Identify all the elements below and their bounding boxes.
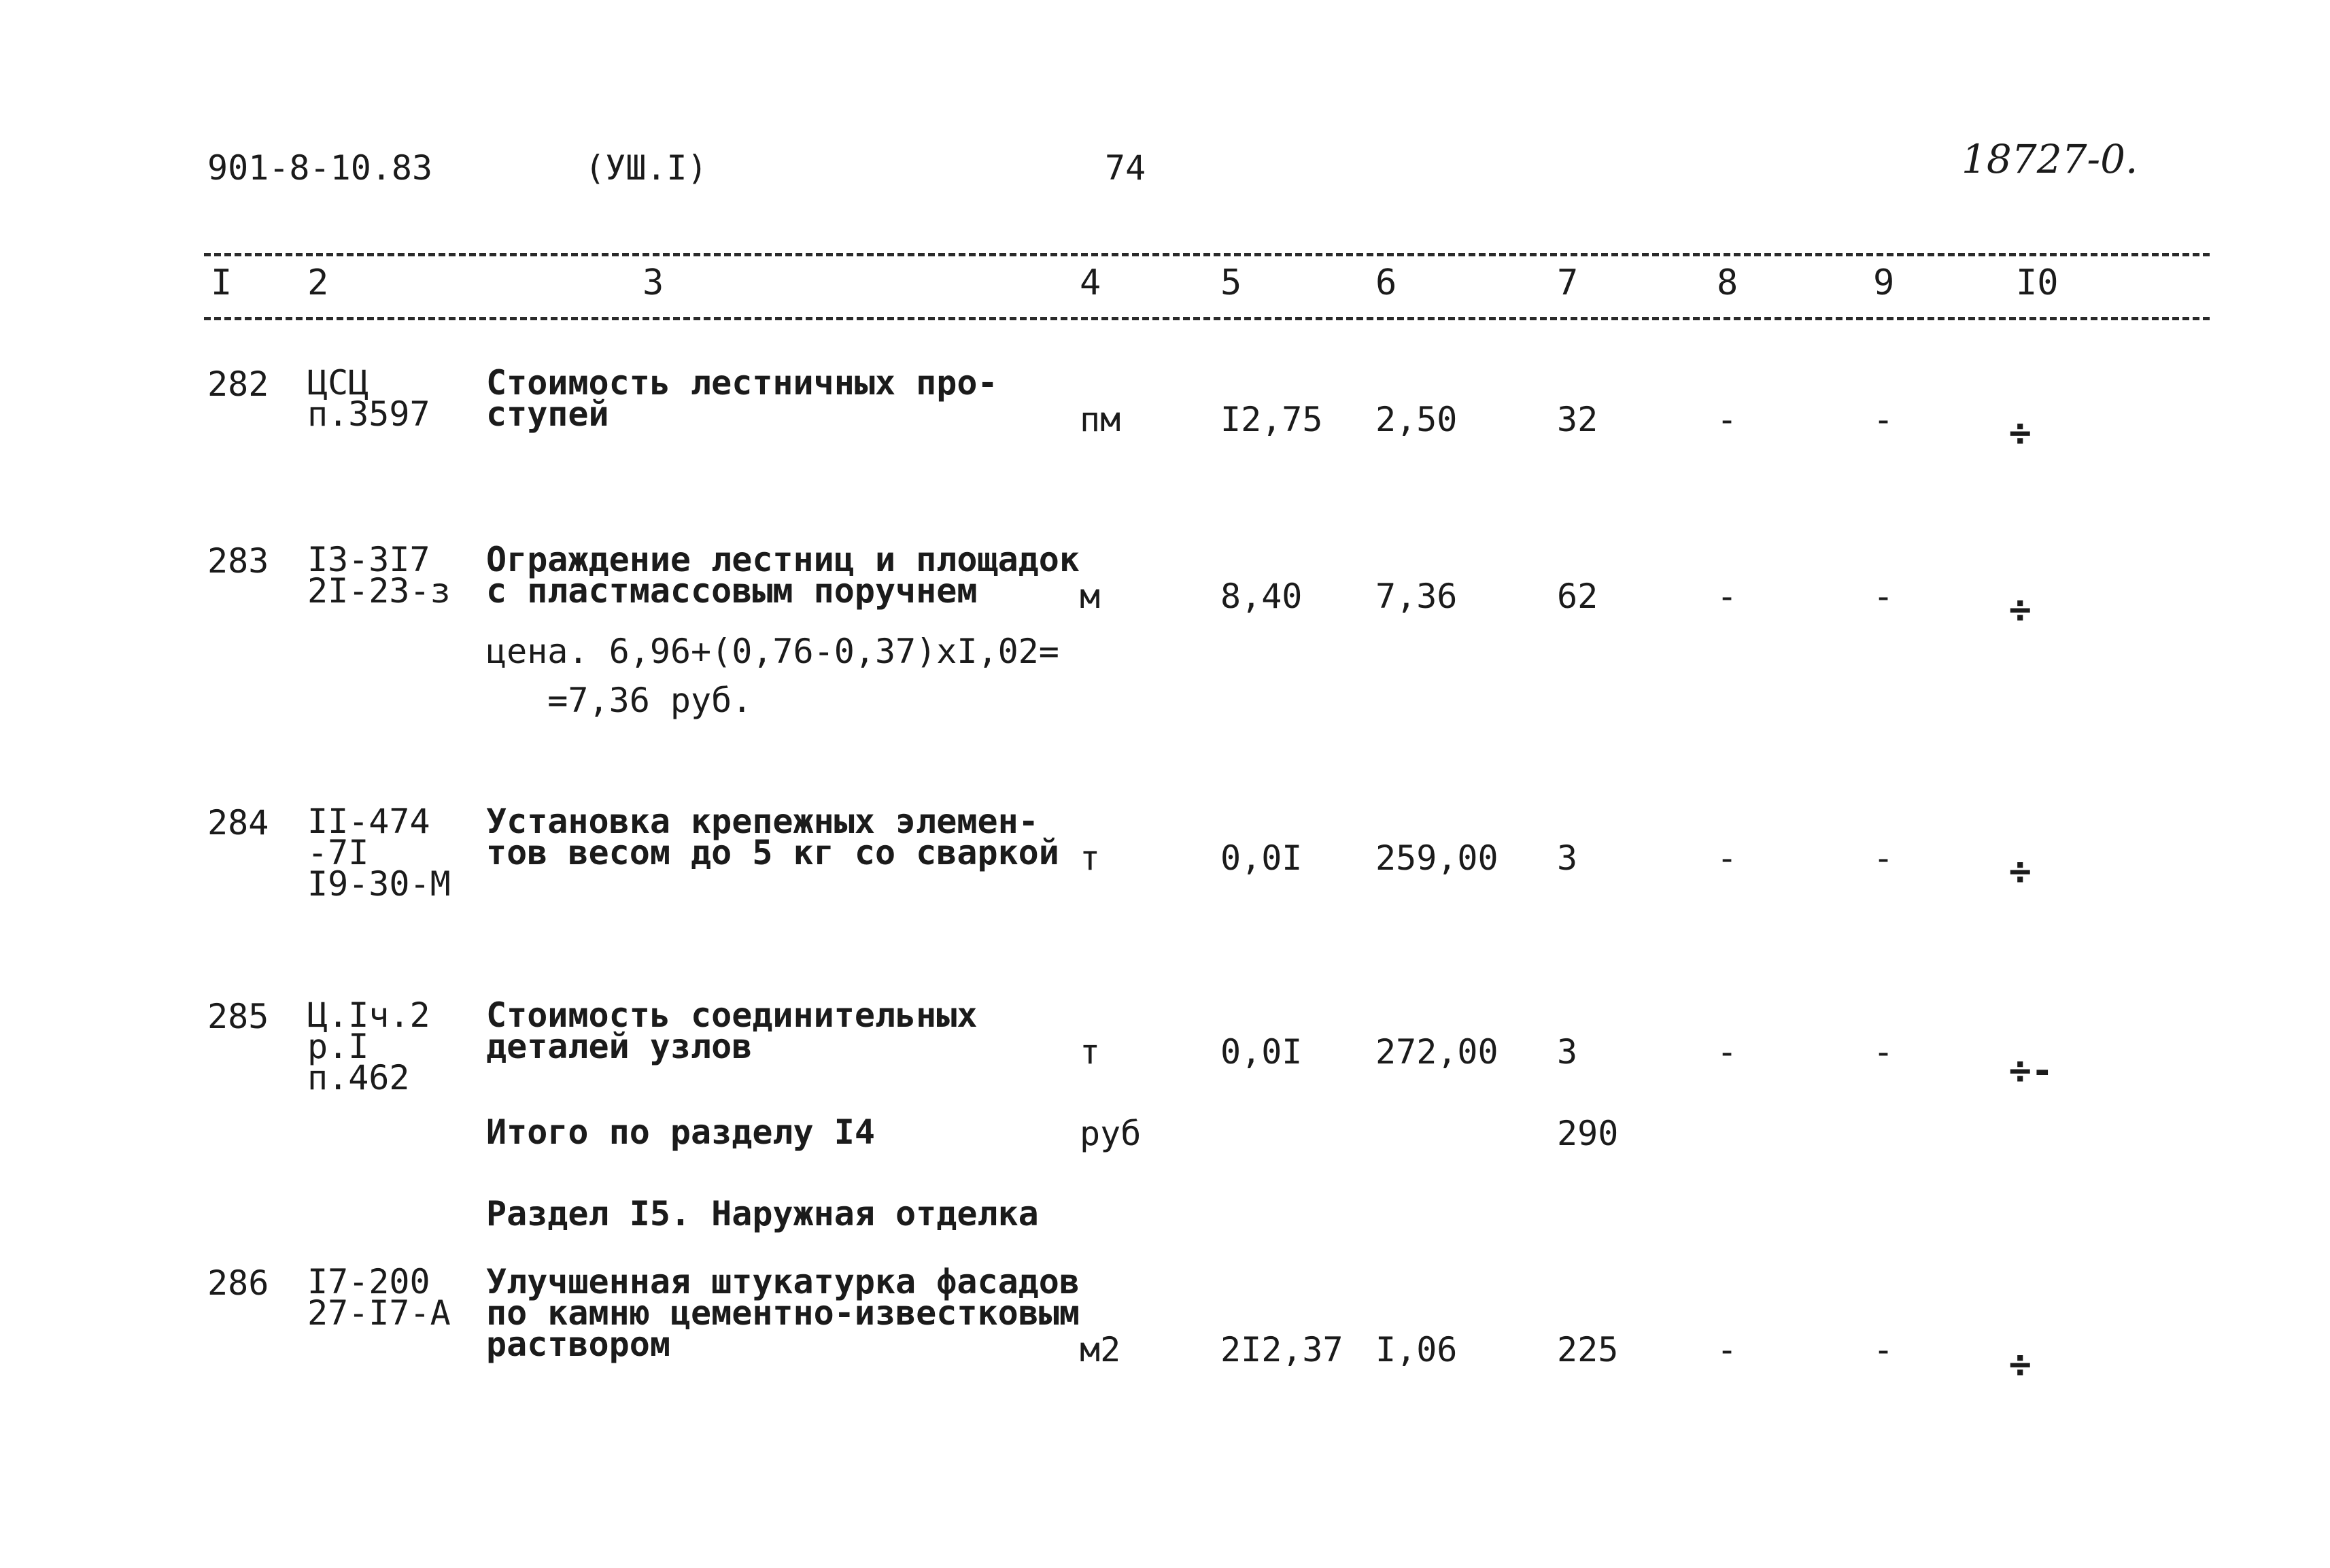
quantity: 8,40 [1220,577,1303,616]
item-description: Установка крепежных элемен- тов весом до 5 кг со сваркой [486,802,1059,872]
total-cost: 32 [1557,400,1598,439]
unit: пм [1080,400,1121,439]
column-header-10: I0 [2016,262,2059,303]
archive-number: 18727-0. [1961,136,2138,182]
unit-price: 272,00 [1375,1032,1498,1072]
column-header-3: 3 [643,262,664,303]
column-8-value: - [1717,400,1738,439]
header-top-rule [204,253,2210,256]
column-8-value: - [1717,1032,1738,1072]
column-10-mark: ÷- [2009,1049,2054,1092]
column-header-6: 6 [1375,262,1397,303]
row-number: 284 [207,803,269,842]
unit-price: 7,36 [1375,577,1458,616]
column-header-5: 5 [1220,262,1242,303]
column-10-mark: ÷ [2009,850,2032,893]
norm-code: I3-3I7 2I-23-з [307,540,451,611]
section-code: (УШ.I) [585,148,708,188]
item-description: Ограждение лестниц и площадок с пластмассовым поручнем [486,540,1080,611]
total-cost: 3 [1557,1032,1578,1072]
column-9-value: - [1873,838,1894,878]
column-9-value: - [1873,577,1894,616]
column-9-value: - [1873,1032,1894,1072]
column-header-2: 2 [307,262,329,303]
subtotal-unit: руб [1080,1114,1142,1153]
column-header-7: 7 [1557,262,1579,303]
row-number: 286 [207,1263,269,1303]
quantity: 0,0I [1220,1032,1303,1072]
unit-price: I,06 [1375,1330,1458,1369]
column-10-mark: ÷ [2009,1343,2032,1386]
unit: м2 [1080,1330,1121,1369]
column-10-mark: ÷ [2009,588,2032,631]
quantity: 0,0I [1220,838,1303,878]
column-header-1: I [211,262,233,303]
row-number: 283 [207,541,269,581]
price-calculation-note: цена. 6,96+(0,76-0,37)хI,02= =7,36 руб. [486,632,1059,720]
row-number: 285 [207,997,269,1036]
norm-code: ЦСЦ п.3597 [307,363,430,434]
subtotal-label: Итого по разделу I4 [486,1112,875,1152]
norm-code: Ц.Iч.2 р.I п.462 [307,995,430,1097]
item-description: Стоимость лестничных про- ступей [486,363,998,434]
item-description: Стоимость соединительных деталей узлов [486,995,978,1066]
column-8-value: - [1717,838,1738,878]
column-header-4: 4 [1080,262,1101,303]
column-9-value: - [1873,1330,1894,1369]
unit: т [1080,1032,1101,1072]
unit-price: 2,50 [1375,400,1458,439]
column-9-value: - [1873,400,1894,439]
total-cost: 225 [1557,1330,1619,1369]
unit-price: 259,00 [1375,838,1498,878]
total-cost: 62 [1557,577,1598,616]
quantity: I2,75 [1220,400,1323,439]
column-header-9: 9 [1873,262,1895,303]
norm-code: II-474 -7I I9-30-М [307,802,451,904]
total-cost: 3 [1557,838,1578,878]
document-number: 901-8-10.83 [207,148,433,188]
unit: м [1080,577,1101,616]
header-bottom-rule [204,317,2210,320]
page-number: 74 [1105,148,1146,188]
unit: т [1080,838,1101,878]
column-header-8: 8 [1717,262,1738,303]
column-10-mark: ÷ [2009,411,2032,454]
item-description: Улучшенная штукатурка фасадов по камню цементно-известковым раствором [486,1262,1080,1364]
quantity: 2I2,37 [1220,1330,1343,1369]
column-8-value: - [1717,577,1738,616]
section-title: Раздел I5. Наружная отделка [486,1194,1039,1233]
column-8-value: - [1717,1330,1738,1369]
row-number: 282 [207,364,269,404]
norm-code: I7-200 27-I7-А [307,1262,451,1333]
subtotal-total: 290 [1557,1114,1619,1153]
